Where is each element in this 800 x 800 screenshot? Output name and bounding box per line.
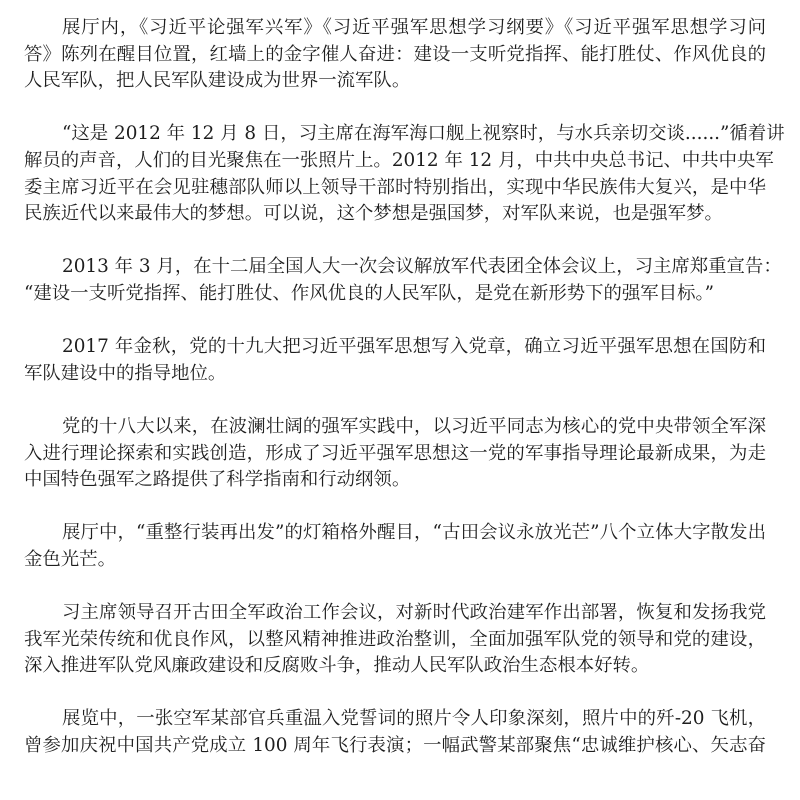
paragraph-line: 展厅内，《习近平论强军兴军》《习近平强军思想学习纲要》《习近平强军思想学习问 — [62, 17, 766, 38]
paragraph — [24, 121, 785, 227]
paragraph-line: 深入推进军队党风廉政建设和反腐败斗争，推动人民军队政治生态根本好转。 — [24, 655, 650, 677]
paragraph-line: 解员的声音，人们的目光聚焦在一张照片上。2012 年 12 月，中共中央总书记、中共中央军 — [24, 149, 774, 171]
paragraph-line: 民族近代以来最伟大的梦想。可以说，这个梦想是强国梦，对军队来说，也是强军梦。 — [24, 203, 723, 225]
paragraph-line: 金色光芒。 — [24, 548, 116, 570]
paragraph-line: 我军光荣传统和优良作风，以整风精神推进政治整训，全面加强军队党的领导和党的建设， — [24, 628, 766, 650]
paragraph-line: 展览中，一张空军某部官兵重温入党誓词的照片令人印象深刻，照片中的歼-20 飞机， — [62, 708, 766, 730]
paragraph-line: 习主席领导召开古田全军政治工作会议，对新时代政治建军作出部署，恢复和发扬我党 — [62, 602, 766, 624]
paragraph — [24, 600, 766, 680]
paragraph-line: 军队建设中的指导地位。 — [24, 362, 227, 384]
paragraph — [24, 414, 766, 494]
paragraph — [24, 254, 782, 307]
paragraph-line: 中国特色强军之路提供了科学指南和行动纲领。 — [24, 469, 411, 491]
paragraph-line: 2013 年 3 月，在十二届全国人大一次会议解放军代表团全体会议上，习主席郑重宣告： — [62, 256, 782, 278]
paragraph — [24, 334, 766, 387]
paragraph-line: 人民军队，把人民军队建设成为世界一流军队。 — [24, 70, 411, 92]
article-body — [24, 15, 785, 786]
paragraph-line: 入进行理论探索和实践创造，形成了习近平强军思想这一党的军事指导理论最新成果，为走 — [24, 442, 766, 464]
paragraph — [24, 520, 766, 573]
paragraph-line: 答》陈列在醒目位置，红墙上的金字催人奋进：建设一支听党指挥、能打胜仗、作风优良的 — [24, 43, 766, 65]
paragraph-line: 展厅中，“重整行装再出发”的灯箱格外醒目，“古田会议永放光芒”八个立体大字散发出 — [62, 522, 766, 544]
paragraph-line: 2017 年金秋，党的十九大把习近平强军思想写入党章，确立习近平强军思想在国防和 — [62, 336, 766, 358]
paragraph-line: “这是 2012 年 12 月 8 日，习主席在海军海口舰上视察时，与水兵亲切交谈......”循着讲 — [62, 123, 785, 145]
paragraph-line: 党的十八大以来，在波澜壮阔的强军实践中，以习近平同志为核心的党中央带领全军深 — [62, 415, 766, 437]
paragraph — [24, 706, 766, 759]
paragraph — [24, 15, 766, 95]
paragraph-line: 曾参加庆祝中国共产党成立 100 周年飞行表演；一幅武警某部聚焦“忠诚维护核心、矢志奋 — [24, 735, 766, 757]
paragraph-line: “建设一支听党指挥、能打胜仗、作风优良的人民军队，是党在新形势下的强军目标。” — [24, 282, 715, 304]
paragraph-line: 委主席习近平在会见驻穗部队师以上领导干部时特别指出，实现中华民族伟大复兴，是中华 — [24, 176, 766, 198]
